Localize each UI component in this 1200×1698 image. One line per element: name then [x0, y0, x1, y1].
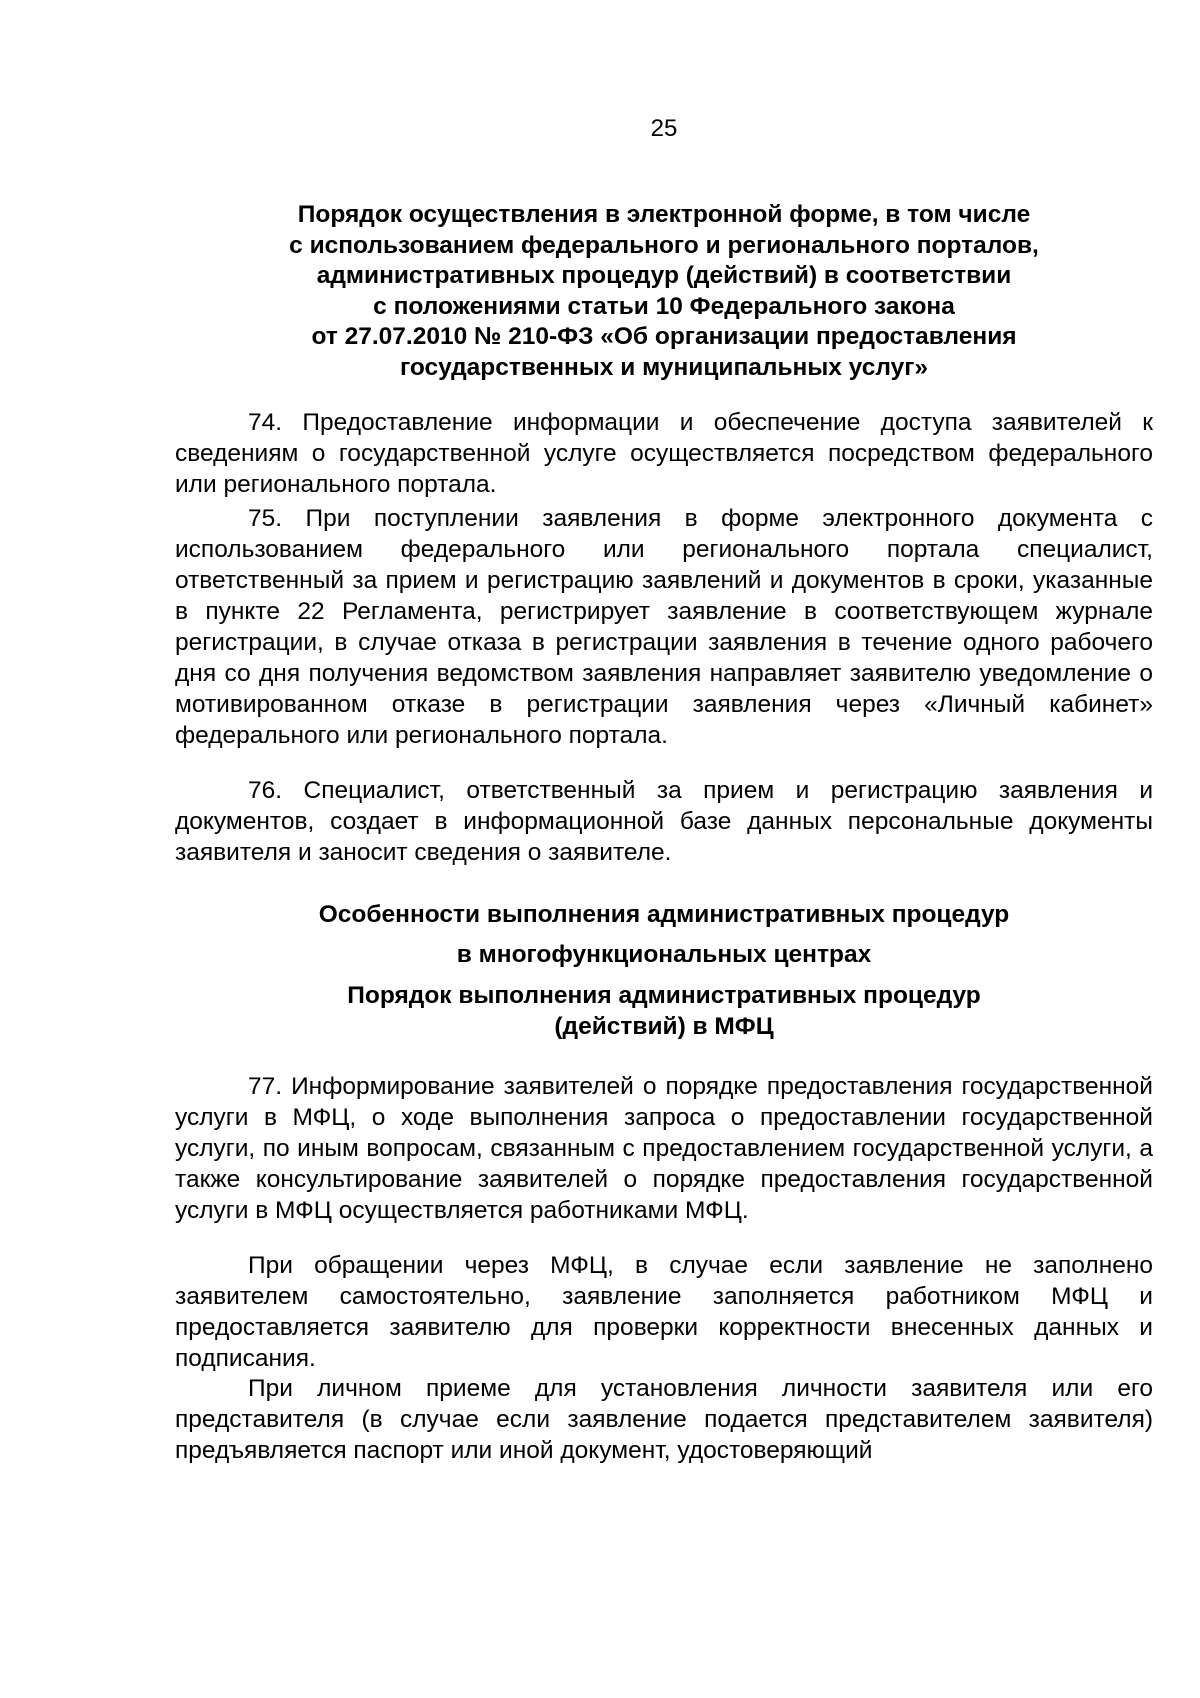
heading-line: Порядок осуществления в электронной форме, в том числе [297, 201, 1031, 228]
section-1-heading [175, 200, 1153, 383]
heading-line: от 27.07.2010 № 210-ФЗ «Об организации предоставления [311, 323, 1017, 350]
section-2-heading-b: в многофункциональных центрах [456, 941, 872, 968]
paragraph-74 [175, 407, 1153, 500]
paragraph-text: 75. При поступлении заявления в форме электронного документа с использованием федерального или регионального портала специалист, ответственный за прием и регистрацию заявлений и документов в сроки, указанные в пункте 22 Регламента, регистрирует заявление в соответствующем журнале регистрации, в случае отказа в регистрации заявления в течение одного рабочего дня со дня получения ведомством заявления направляет заявителю уведомление о мотивированном отказе в регистрации заявления через «Личный кабинет» федерального или регионального портала. [175, 505, 1153, 749]
paragraph-text: 77. Информирование заявителей о порядке предоставления государственной услуги в МФЦ, о ходе выполнения запроса о предоставлении государственной услуги, по иным вопросам, связанным с предоставлением государственной услуги, а также консультирование заявителей о порядке предоставления государственной услуги в МФЦ осуществляется работниками МФЦ. [175, 1073, 1153, 1224]
heading-line: с положениями статьи 10 Федерального закона [373, 292, 955, 320]
section-2-heading-c [175, 981, 1153, 1042]
heading-line: с использованием федерального и регионального порталов, [289, 231, 1039, 259]
paragraph-text: 74. Предоставление информации и обеспечение доступа заявителей к сведениям о государственной услуге осуществляется посредством федерального или регионального портала. [175, 409, 1153, 498]
paragraph-personal-reception [175, 1373, 1153, 1466]
heading-line: (действий) в МФЦ [554, 1012, 774, 1040]
paragraph-text: 76. Специалист, ответственный за прием и регистрацию заявления и документов, создает в информационной базе данных персональные документы заявителя и заносит сведения о заявителе. [175, 777, 1153, 866]
paragraph-76 [175, 775, 1153, 868]
paragraph-text: При личном приеме для установления личности заявителя или его представителя (в случае если заявление подается представителем заявителя) предъявляется паспорт или иной документ, удостоверяющий [175, 1375, 1153, 1464]
paragraph-75 [175, 503, 1153, 751]
paragraph-77 [175, 1071, 1153, 1226]
paragraph-mfc-application [175, 1250, 1153, 1374]
heading-line: государственных и муниципальных услуг» [399, 353, 929, 381]
page-number: 25 [650, 115, 678, 142]
section-2-heading-a: Особенности выполнения административных процедур [318, 901, 1010, 928]
heading-line: Порядок выполнения административных процедур [347, 982, 981, 1009]
paragraph-text: При обращении через МФЦ, в случае если заявление не заполнено заявителем самостоятельно, заявление заполняется работником МФЦ и предоставляется заявителю для проверки корректности внесенных данных и подписания. [175, 1252, 1153, 1372]
heading-line: административных процедур (действий) в соответствии [316, 262, 1012, 289]
